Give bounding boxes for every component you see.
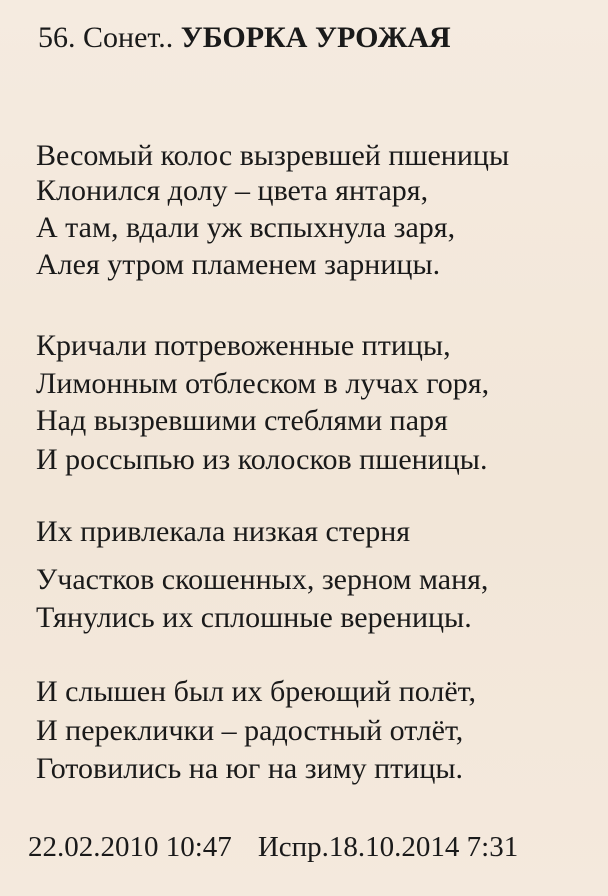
created-timestamp: 22.02.2010 10:47	[28, 831, 232, 863]
poem-line: Клонился долу – цвета янтаря,	[36, 174, 429, 207]
poem-line: Над вызревшими стеблями паря	[36, 404, 448, 437]
revised-timestamp: Испр.18.10.2014 7:31	[257, 831, 519, 863]
poem-footer	[28, 830, 518, 864]
poem-line: И переклички – радостный отлёт,	[36, 714, 464, 747]
poem-line: Тянулись их сплошные вереницы.	[36, 601, 472, 634]
poem-line: Весомый колос вызревшей пшеницы	[36, 139, 510, 172]
poem-heading: УБОРКА УРОЖАЯ	[180, 21, 451, 54]
poem-line: Кричали потревоженные птицы,	[36, 329, 451, 362]
poem-line: И слышен был их бреющий полёт,	[36, 675, 477, 708]
poem-line: Лимонным отблеском в лучах горя,	[36, 367, 490, 400]
poem-number-label: 56. Сонет..	[38, 21, 181, 54]
poem-line: А там, вдали уж вспыхнула заря,	[36, 211, 456, 244]
poem-line: Их привлекала низкая стерня	[36, 515, 411, 548]
poem-title	[38, 20, 451, 56]
poem-line: Готовились на юг на зиму птицы.	[36, 752, 464, 785]
poem-line: Алея утром пламенем зарницы.	[36, 248, 441, 281]
poem-line: Участков скошенных, зерном маня,	[36, 563, 489, 596]
poem-line: И россыпью из колосков пшеницы.	[36, 443, 488, 476]
